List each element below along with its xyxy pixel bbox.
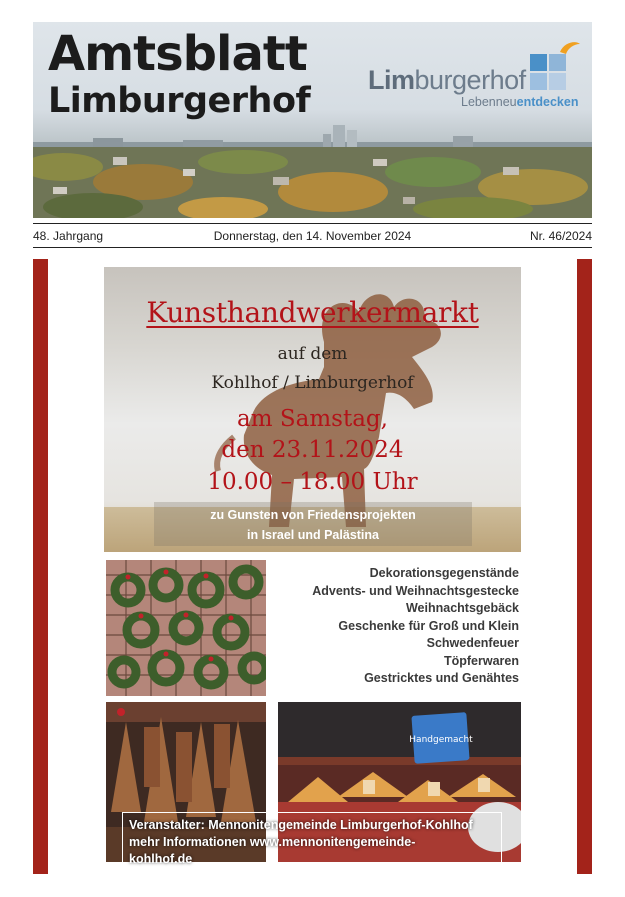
masthead-title: Amtsblatt <box>48 26 307 82</box>
organizer-info <box>122 812 502 870</box>
poster-day: am Samstag, <box>237 406 388 432</box>
header-rule-top <box>33 223 592 224</box>
svg-text:Handgemacht: Handgemacht <box>409 735 473 745</box>
list-item: Gestricktes und Genähtes <box>364 671 519 685</box>
municipality-logo-wordmark: Limburgerhof <box>368 65 526 95</box>
issue-volume: 48. Jahrgang <box>33 229 104 243</box>
masthead <box>33 22 592 218</box>
list-item: Weihnachtsgebäck <box>405 601 519 615</box>
issue-number: Nr. 46/2024 <box>529 229 592 243</box>
poster-date: den 23.11.2024 <box>221 437 404 463</box>
poster-title: Kunsthandwerkermarkt <box>146 296 479 329</box>
poster-location: Kohlhof / Limburgerhof <box>211 373 414 393</box>
advent-wreaths-photo <box>106 560 266 696</box>
organizer-line-3: kohlhof.de <box>129 852 193 866</box>
municipality-logo-icon <box>530 40 582 92</box>
organizer-line-2: mehr Informationen www.mennonitengemeinde- <box>129 835 416 849</box>
list-item: Dekorationsgegenstände <box>369 566 519 580</box>
poster-time: 10.00 – 18.00 Uhr <box>207 469 418 495</box>
issue-date: Donnerstag, den 14. November 2024 <box>213 229 412 243</box>
charity-line-1: zu Gunsten von Friedensprojekten <box>210 508 416 522</box>
header-rule-bottom <box>33 247 592 248</box>
list-item: Geschenke für Groß und Klein <box>338 618 519 633</box>
charity-banner <box>154 502 472 546</box>
masthead-subtitle: Limburgerhof <box>48 81 311 121</box>
list-item: Schwedenfeuer <box>426 636 519 650</box>
charity-line-2: in Israel und Palästina <box>247 528 379 542</box>
list-item: Töpferwaren <box>443 653 519 668</box>
left-red-bar <box>33 259 48 874</box>
list-item: Advents- und Weihnachtsgestecke <box>312 583 519 598</box>
right-red-bar <box>577 259 592 874</box>
event-poster <box>94 259 531 874</box>
organizer-line-1: Veranstalter: Mennonitengemeinde Limburgerhof-Kohlhof <box>129 818 473 832</box>
town-aerial-image <box>33 147 592 218</box>
logo-slogan: Lebenneuentdecken <box>461 95 579 109</box>
product-list <box>274 565 519 688</box>
poster-subtitle-1: auf dem <box>277 344 348 364</box>
